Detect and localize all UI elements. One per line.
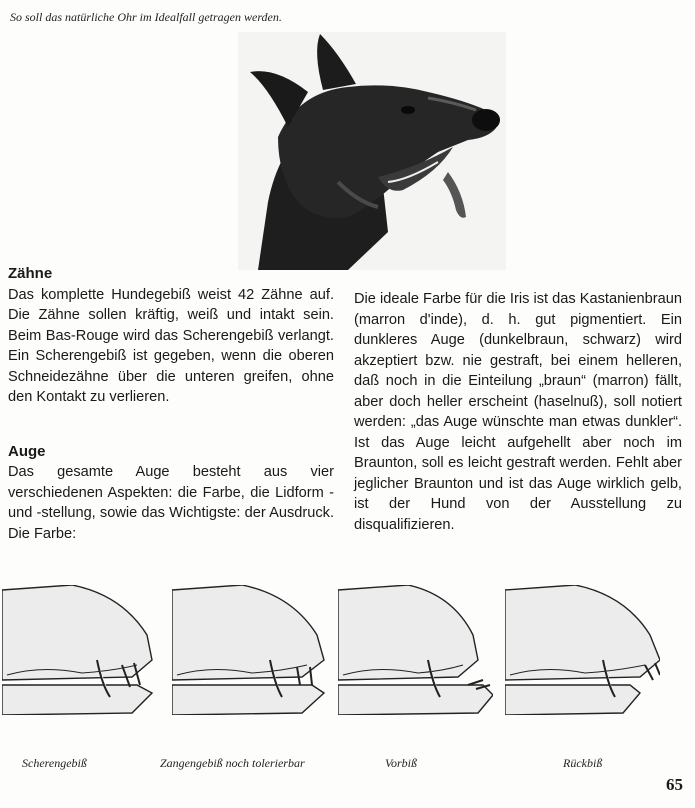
dog-head-photo: [238, 32, 506, 270]
jaw-caption-scissor: Scherengebiß: [22, 756, 87, 770]
eye-paragraph: Das gesamte Auge besteht aus vier verschiedenen Aspekten: die Farbe, die Lidform - und -stellung, sowie das Wichtigste: der Ausdruck. Die Farbe:: [8, 464, 334, 542]
top-caption: So soll das natürliche Ohr im Idealfall getragen werden.: [10, 10, 282, 24]
jaw-caption-overshot: Vorbiß: [385, 756, 418, 770]
eye-heading: Auge: [8, 442, 46, 460]
teeth-heading: Zähne: [8, 265, 53, 282]
jaw-drawing: [505, 585, 660, 715]
jaw-drawing: [338, 585, 493, 715]
left-column: [8, 264, 334, 544]
jaw-caption-undershot: Rückbiß: [563, 756, 603, 770]
jaw-drawing: [2, 585, 157, 715]
dog-head-illustration: [238, 32, 506, 270]
jaw-diagram-overshot: [338, 585, 493, 715]
right-column: [354, 289, 682, 535]
page-number: 65: [666, 775, 683, 794]
jaw-diagram-undershot: [505, 585, 660, 715]
jaw-diagram-level: [172, 585, 327, 715]
jaw-caption-level: Zangengebiß noch tolerierbar: [160, 756, 305, 770]
jaw-diagram-scissor: [2, 585, 157, 715]
teeth-paragraph: Das komplette Hundegebiß weist 42 Zähne auf. Die Zähne sollen kräftig, weiß und intakt sein. Beim Bas-Rouge wird das Scherengebiß verlangt. Ein Scherengebiß ist gegeben, wenn die oberen Schneidezähne über die unteren greifen, ohne den Kontakt zu verlieren.: [8, 286, 334, 405]
iris-paragraph: Die ideale Farbe für die Iris ist das Kastanienbraun (marron d'inde), d. h. gut pigmentiert. Ein dunkleres Auge (dunkelbraun, schwarz) wird akzeptiert bzw. nie gestraft, bei einem helleren, daß noch in die Einteilung „braun“ (marron) fällt, aber doch heller erscheint (haselnuß), soll notiert werden: „das Auge wünschte man etwas dunkler“. Ist das Auge leicht aufgehellt aber noch im Braunton, soll es leicht gestraft werden. Fehlt aber jeglicher Braunton und ist das Auge wirklich gelb, ist der Hund von der Ausstellung zu disqualifizieren.: [354, 291, 682, 533]
jaw-drawing: [172, 585, 327, 715]
